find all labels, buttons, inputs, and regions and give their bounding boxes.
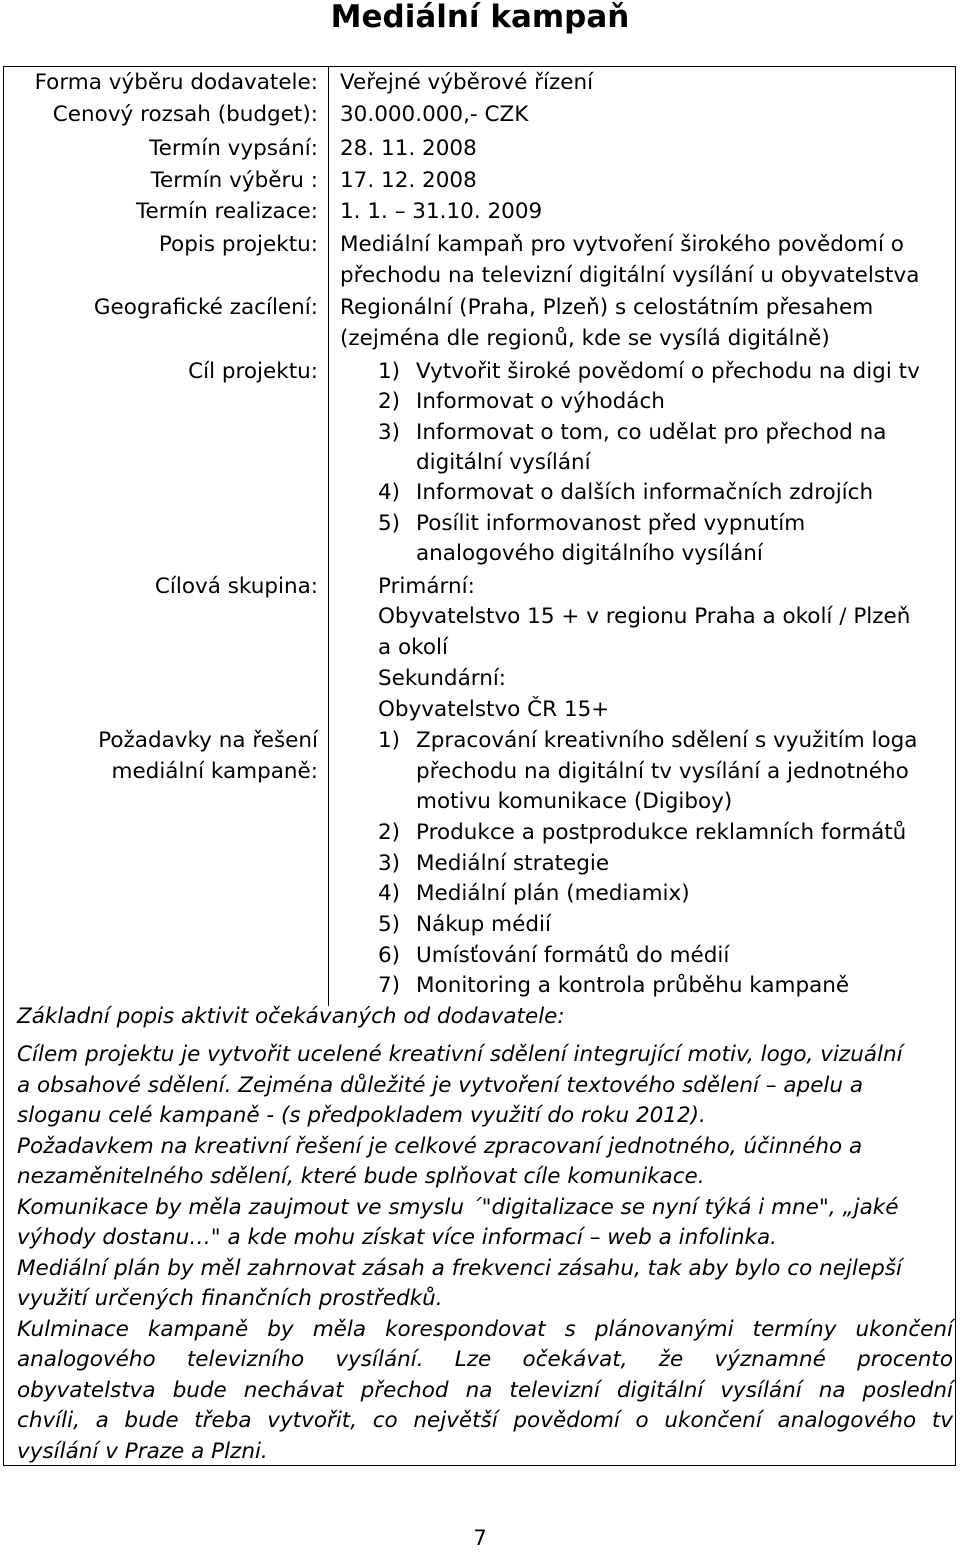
field-label-budget: Cenový rozsah (budget):	[52, 102, 318, 127]
activities-line: Kulminace kampaně by měla korespondovat s plánovanými termíny ukončení	[17, 1316, 953, 1342]
requirement-number: 3)	[378, 851, 401, 876]
activities-line: nezaměnitelného sdělení, které bude splňovat cíle komunikace.	[17, 1164, 705, 1189]
field-value-procurement-form: Veřejné výběrové řízení	[340, 70, 594, 95]
goal-number: 4)	[378, 480, 401, 505]
field-value-budget: 30.000.000,- CZK	[340, 102, 529, 127]
field-label-requirements: mediální kampaně:	[111, 759, 318, 784]
requirement-number: 6)	[378, 943, 401, 968]
field-label-geographic-targeting: Geografické zacílení:	[93, 295, 318, 320]
field-value-geographic-targeting-line: (zejména dle regionů, kde se vysílá digitálně)	[340, 326, 830, 351]
target-group-line: Obyvatelstvo ČR 15+	[378, 697, 610, 722]
activities-line: Požadavkem na kreativní řešení je celkové zpracovaní jednotného, účinného a	[17, 1133, 863, 1159]
goal-text: Informovat o dalších informačních zdrojích	[416, 480, 874, 505]
activities-line: výhody dostanu…" a kde mohu získat více informací – web a infolinka.	[17, 1225, 777, 1250]
activities-line: Mediální plán by měl zahrnovat zásah a frekvenci zásahu, tak aby bylo co nejlepší	[17, 1255, 902, 1281]
activities-line: sloganu celé kampaně - (s předpokladem využití do roku 2012).	[17, 1103, 706, 1128]
field-label-target-group: Cílová skupina:	[154, 574, 318, 599]
target-group-line: Sekundární:	[378, 666, 507, 691]
activities-line: Cílem projektu je vytvořit ucelené kreativní sdělení integrující motiv, logo, vizuální	[17, 1042, 903, 1067]
goal-text: digitální vysílání	[416, 450, 591, 475]
requirement-text: přechodu na digitální tv vysílání a jednotného	[416, 759, 909, 784]
activities-paragraph	[17, 1254, 953, 1315]
goal-text: Vytvořit široké povědomí o přechodu na digi tv	[416, 359, 920, 384]
requirement-text: Umísťování formátů do médií	[416, 943, 730, 968]
requirement-text: Nákup médií	[416, 912, 551, 937]
field-value-project-description-line: Mediální kampaň pro vytvoření širokého povědomí o	[340, 232, 904, 257]
goal-number: 3)	[378, 420, 401, 445]
requirement-text: Zpracování kreativního sdělení s využitím loga	[416, 728, 918, 753]
activities-line: využití určených finančních prostředků.	[17, 1286, 443, 1311]
activities-heading: Základní popis aktivit očekávaných od dodavatele:	[17, 1004, 565, 1029]
activities-paragraph	[17, 1040, 953, 1132]
requirement-number: 4)	[378, 881, 401, 906]
requirement-number: 7)	[378, 973, 401, 998]
field-label-requirements: Požadavky na řešení	[98, 728, 318, 753]
page-number: 7	[473, 1526, 487, 1550]
activities-paragraph	[17, 1315, 953, 1468]
field-value-project-description-line: přechodu na televizní digitální vysílání u obyvatelstva	[340, 263, 920, 288]
goal-number: 5)	[378, 511, 401, 536]
activities-line: analogového televizního vysílání. Lze očekávat, že významné procento	[17, 1347, 953, 1372]
requirement-text: Mediální strategie	[416, 851, 610, 876]
goal-number: 1)	[378, 359, 401, 384]
column-separator	[328, 66, 329, 1006]
field-value-selection-date: 17. 12. 2008	[340, 168, 477, 193]
field-value-announcement-date: 28. 11. 2008	[340, 136, 477, 161]
activities-line: chvíli, a bude třeba vytvořit, co největší povědomí o ukončení analogového tv	[17, 1408, 953, 1433]
page-title: Mediální kampaň	[330, 0, 630, 35]
requirement-number: 1)	[378, 728, 401, 753]
activities-line: Komunikace by měla zaujmout ve smyslu ´"digitalizace se nyní týká i mne", „jaké	[17, 1194, 899, 1220]
target-group-line: a okolí	[378, 635, 448, 660]
field-label-project-description: Popis projektu:	[158, 232, 318, 257]
field-label-announcement-date: Termín vypsání:	[149, 136, 318, 161]
activities-paragraph	[17, 1132, 953, 1193]
requirement-text: Mediální plán (mediamix)	[416, 881, 690, 906]
goal-text: Posílit informovanost před vypnutím	[416, 511, 806, 536]
field-label-project-goals: Cíl projektu:	[188, 359, 318, 384]
goal-number: 2)	[378, 389, 401, 414]
activities-paragraph	[17, 1193, 953, 1254]
field-label-selection-date: Termín výběru :	[150, 168, 318, 193]
activities-line: obyvatelstva bude nechávat přechod na televizní digitální vysílání na poslední	[17, 1377, 953, 1403]
requirement-number: 2)	[378, 820, 401, 845]
field-label-realization-period: Termín realizace:	[135, 199, 318, 224]
requirement-text: Monitoring a kontrola průběhu kampaně	[416, 973, 850, 998]
field-value-realization-period: 1. 1. – 31.10. 2009	[340, 199, 543, 224]
goal-text: Informovat o tom, co udělat pro přechod na	[416, 420, 887, 445]
field-value-geographic-targeting-line: Regionální (Praha, Plzeň) s celostátním přesahem	[340, 295, 874, 320]
activities-line: vysílání v Praze a Plzni.	[17, 1438, 268, 1464]
requirement-text: Produkce a postprodukce reklamních formátů	[416, 820, 907, 845]
requirement-number: 5)	[378, 912, 401, 937]
requirement-text: motivu komunikace (Digiboy)	[416, 789, 733, 814]
target-group-line: Primární:	[378, 574, 475, 599]
activities-body	[17, 1040, 953, 1467]
goal-text: analogového digitálního vysílání	[416, 541, 763, 566]
field-label-procurement-form: Forma výběru dodavatele:	[34, 70, 318, 95]
activities-line: a obsahové sdělení. Zejména důležité je vytvoření textového sdělení – apelu a	[17, 1072, 864, 1098]
goal-text: Informovat o výhodách	[416, 389, 665, 414]
target-group-line: Obyvatelstvo 15 + v regionu Praha a okolí / Plzeň	[378, 604, 911, 629]
